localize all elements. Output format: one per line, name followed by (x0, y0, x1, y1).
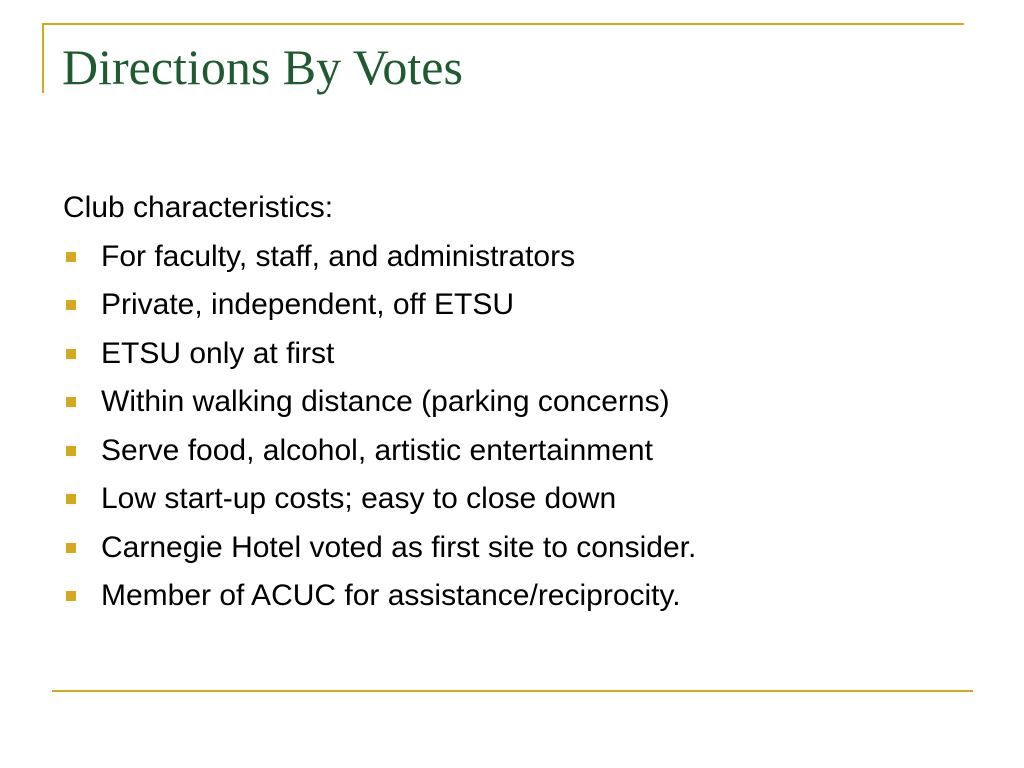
square-bullet-icon (66, 591, 76, 601)
list-item-text: For faculty, staff, and administrators (101, 239, 576, 273)
intro-text: Club characteristics: (63, 191, 334, 224)
square-bullet-icon (66, 494, 76, 504)
list-item (63, 524, 963, 573)
list-item (63, 378, 963, 427)
frame-bottom-line (52, 690, 973, 692)
square-bullet-icon (66, 252, 76, 262)
list-item-text: Carnegie Hotel voted as first site to consider. (101, 530, 697, 564)
square-bullet-icon (66, 446, 76, 456)
list-item-text: Member of ACUC for assistance/reciprocity. (101, 579, 681, 612)
square-bullet-icon (66, 300, 76, 310)
list-item (63, 281, 963, 330)
list-item (63, 572, 963, 621)
list-item-text: Low start-up costs; easy to close down (101, 482, 617, 515)
slide-content (63, 184, 963, 621)
bullet-list (63, 233, 963, 621)
list-item (63, 475, 963, 524)
list-item (63, 330, 963, 379)
list-item (63, 427, 963, 476)
list-item-text: Within walking distance (parking concerns) (101, 385, 670, 418)
frame-left-line (42, 23, 44, 93)
list-item-text: Serve food, alcohol, artistic entertainment (101, 433, 653, 467)
list-item-text: Private, independent, off ETSU (101, 288, 515, 321)
list-item (63, 233, 963, 282)
square-bullet-icon (66, 543, 76, 553)
slide-title: Directions By Votes (62, 39, 463, 95)
square-bullet-icon (66, 349, 76, 359)
square-bullet-icon (66, 397, 76, 407)
list-item-text: ETSU only at first (101, 336, 335, 370)
frame-top-line (42, 23, 964, 25)
